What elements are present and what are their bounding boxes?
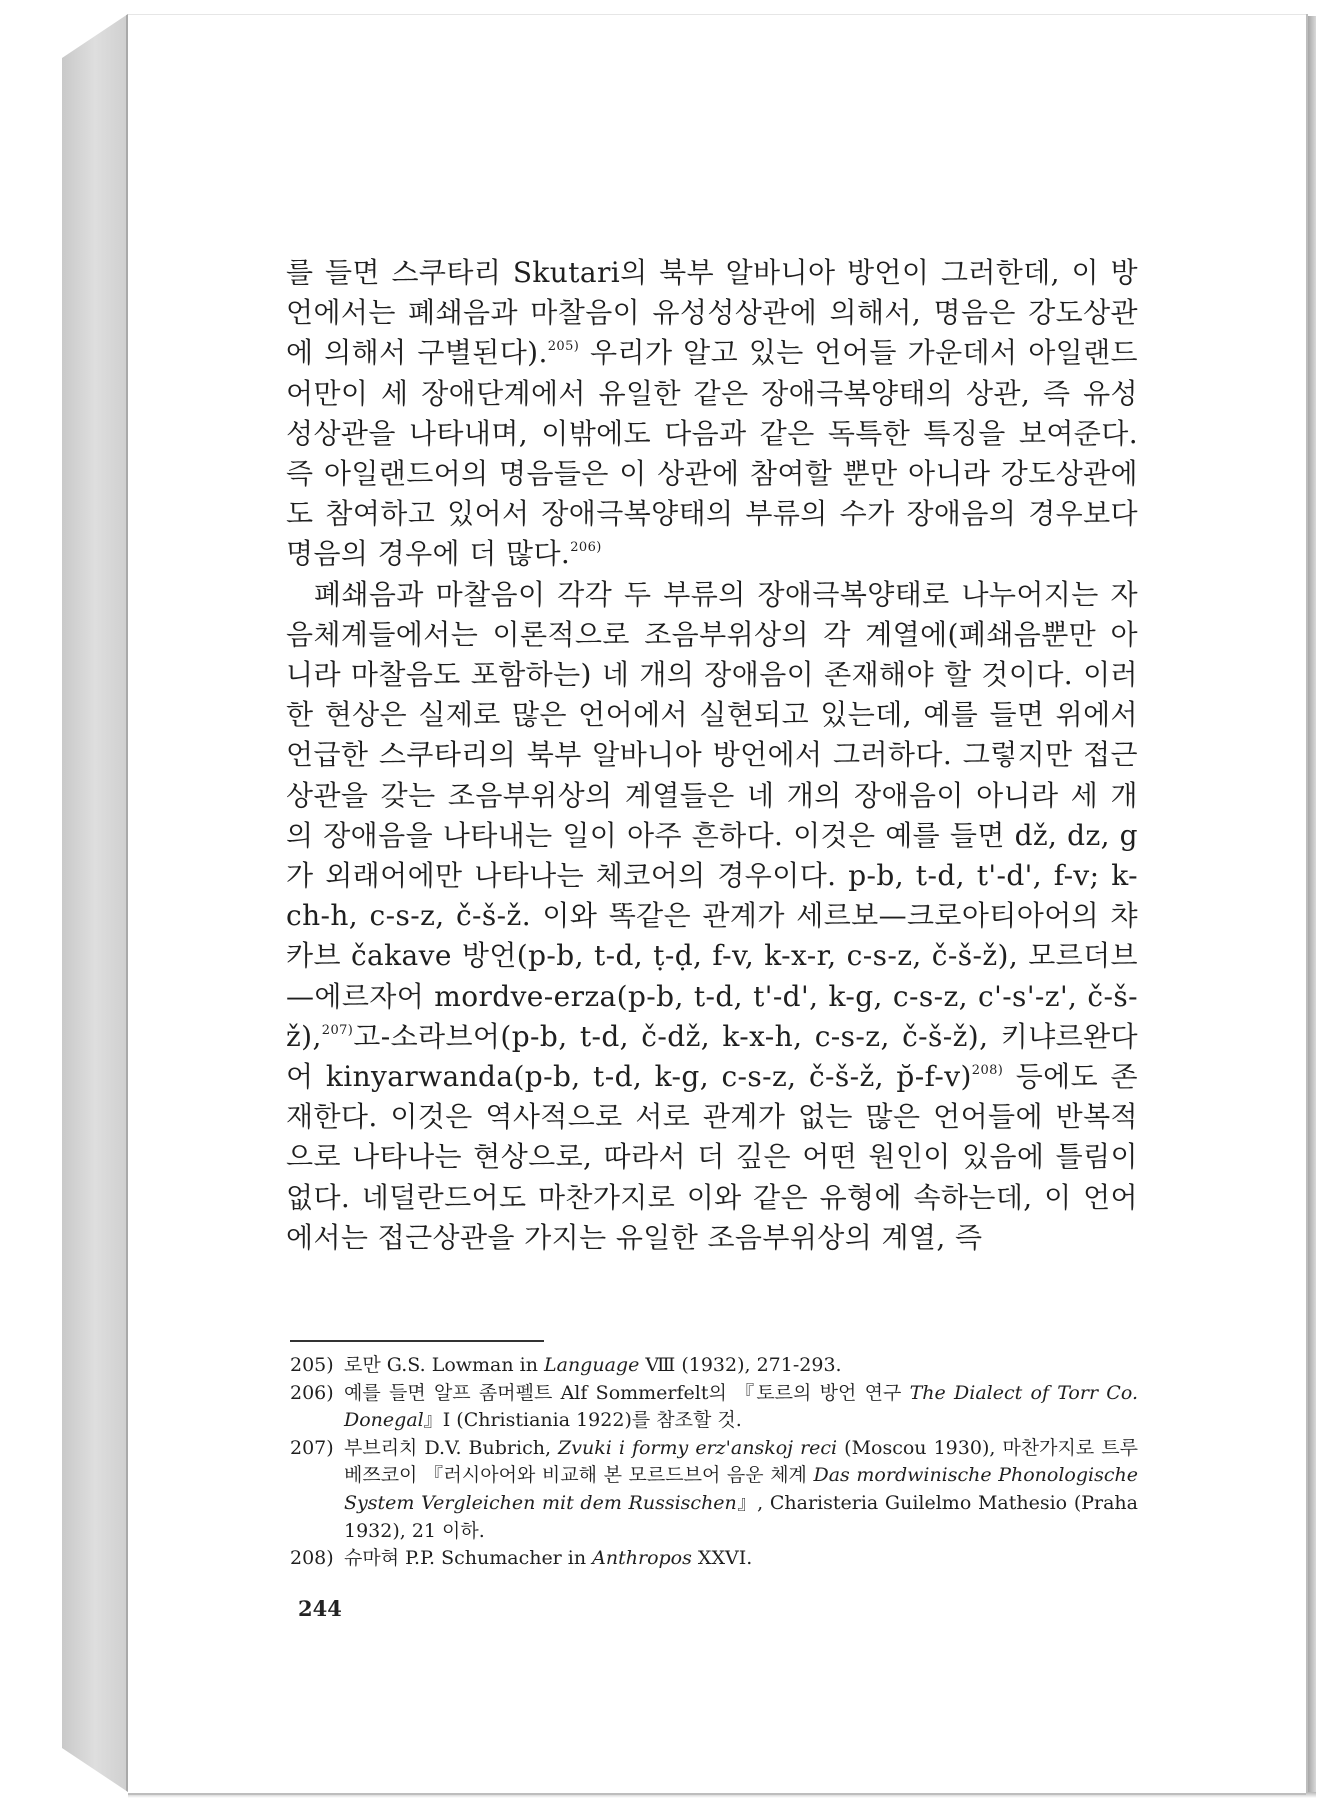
footnote-text [344,1352,1138,1380]
footnote-number: 207) [290,1436,334,1459]
footnote-italic: Anthropos [592,1547,692,1570]
footnote-italic: Das mordwinische Phonologische System Vergleichen mit dem Russischen [344,1464,1138,1514]
footnote-segment: 예를 들면 알프 좀머펠트 Alf Sommerfelt의 『토르의 방언 연구 [344,1381,910,1404]
paragraph-2 [286,575,1138,1258]
page-edge [1306,16,1316,1794]
footnote-segment: 로만 G.S. Lowman in [344,1354,544,1376]
page-number: 244 [298,1596,342,1621]
footnote-207 [290,1435,1138,1545]
book-spine-side [62,14,128,1792]
footnote-segment: Ⅷ (1932), 271-293. [639,1354,842,1376]
footnote-206 [290,1380,1138,1435]
footnote-italic: Language [544,1354,640,1376]
footnote-number: 205) [290,1354,334,1376]
footnote-segment: (Moscou 1930), 마찬가지로 트루베쯔코이 『러시아어와 비교해 본 모르드브어 음운 체계 [344,1436,1138,1487]
footnote-italic: Zvuki i formy erz'anskoj reci [558,1436,838,1459]
body-text [286,253,1138,1258]
footnote-208 [290,1545,1138,1573]
footnote-ref-205: 205) [547,339,580,355]
paragraph-1-rest: 우리가 알고 있는 언어들 가운데서 아일랜드어만이 세 장애단계에서 유일한 같은 장애극복양태의 상관, 즉 유성성상관을 나타내며, 이밖에도 다음과 같은 독특한 특징을 보여준다. 즉 아일랜드어의 명음들은 이 상관에 참여할 뿐만 아니라 강도상관에도 참여하고 있어서 장애극복양태의 부류의 수가 장애음의 경우보다 명음의 경우에 더 많다. [286,336,1138,571]
paragraph-2-text: 폐쇄음과 마찰음이 각각 두 부류의 장애극복양태로 나누어지는 자음체계들에서는 이론적으로 조음부위상의 각 계열에(폐쇄음뿐만 아니라 마찰음도 포함하는) 네 개의 장애음이 존재해야 할 것이다. 이러한 현상은 실제로 많은 언어에서 실현되고 있는데, 예를 들면 위에서 언급한 스쿠타리의 북부 알바니아 방언에서 그러하다. 그렇지만 접근상관을 갖는 조음부위상의 계열들은 네 개의 장애음이 아니라 세 개의 장애음을 나타내는 일이 아주 흔하다. 이것은 예를 들면 dž, dz, g 가 외래어에만 나타나는 체코어의 경우이다. p-b, t-d, t'-d', f-v; k-ch-h, c-s-z, č-š-ž. 이와 똑같은 관계가 세르보—크로아티아어의 챠카브 čakave 방언(p-b, t-d, ṭ-ḍ, f-v, k-x-r, c-s-z, č-š-ž), 모르더브—에르자어 mordve-erza(p-b, t-d, t'-d', k-g, c-s-z, c'-s'-z', č-š-ž), [286,577,1138,1053]
paragraph-1-text: 를 들면 스쿠타리 Skutari의 북부 알바니아 방언이 그러한데, 이 방언에서는 폐쇄음과 마찰음이 유성성상관에 의해서, 명음은 강도상관에 의해서 구별된다). [286,256,1138,370]
footnote-text [344,1380,1138,1435]
footnote-number: 208) [290,1547,334,1570]
footnote-205 [290,1352,1138,1380]
footnote-italic: The Dialect of Torr Co. Donegal [344,1381,1138,1432]
footnote-segment: 』, Charisteria Guilelmo Mathesio (Praha 1932), 21 이하. [344,1491,1138,1542]
footnote-divider [290,1340,544,1342]
footnote-segment: 』I (Christiania 1922)를 참조할 것. [423,1409,742,1432]
footnote-segment: XXVI. [691,1547,753,1570]
footnote-segment: 부브리치 D.V. Bubrich, [344,1436,559,1459]
footnotes [290,1352,1138,1573]
footnote-ref-206: 206) [570,540,602,556]
footnote-text [344,1435,1138,1545]
paragraph-2-rest-2: 등에도 존재한다. 이것은 역사적으로 서로 관계가 없는 많은 언어들에 반복적으로 나타나는 현상으로, 따라서 더 깊은 어떤 원인이 있음에 틀림이 없다. 네덜란드어도 마찬가지로 이와 같은 유형에 속하는데, 이 언어에서는 접근상관을 가지는 유일한 조음부위상의 계열, 즉 [286,1060,1138,1254]
paragraph-1 [286,253,1138,575]
footnote-ref-207: 207) [321,1022,354,1038]
footnote-segment: 슈마혀 P.P. Schumacher in [344,1547,593,1570]
footnote-number: 206) [290,1381,334,1404]
footnote-ref-208: 208) [971,1063,1004,1079]
footnote-text [344,1545,1138,1573]
paragraph-2-rest-1: 고-소라브어(p-b, t-d, č-dž, k-x-h, c-s-z, č-š-ž), 키냐르완다어 kinyarwanda(p-b, t-d, k-g, c-s-z, č-š-ž, p̆-f-v) [286,1019,1138,1094]
